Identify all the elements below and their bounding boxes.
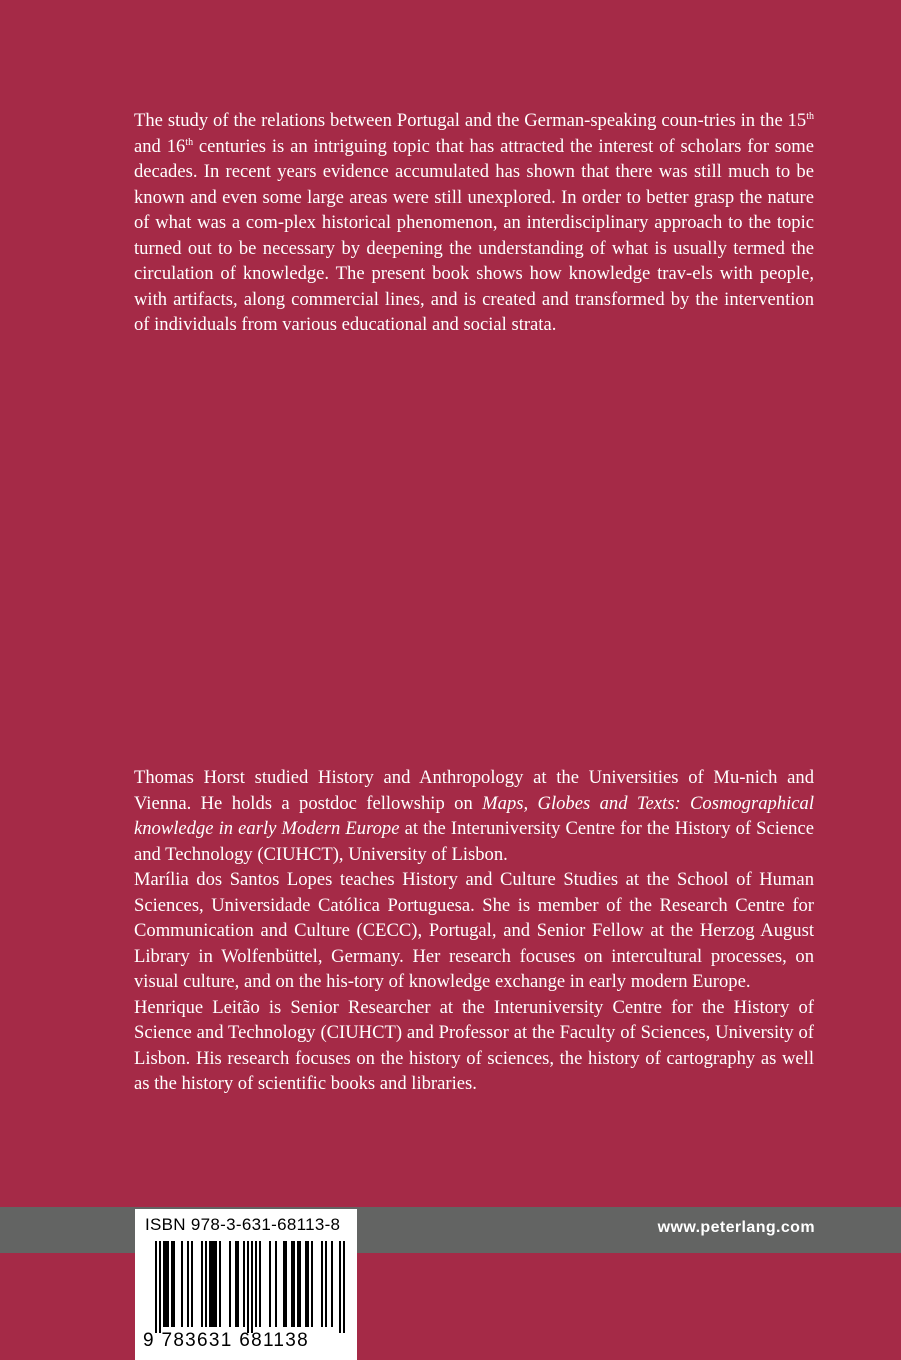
barcode-bar <box>305 1241 307 1327</box>
barcode-bar <box>321 1241 323 1327</box>
barcode-bar <box>201 1241 203 1327</box>
barcode-box <box>135 1209 357 1360</box>
bio-marilia-lopes: Marília dos Santos Lopes teaches History and Culture Studies at the School of Human Sciences, Universidade Católica Portuguesa. She is member of the Research Centre for Communication and Culture (CECC), Portugal, and Senior Fellow at the Herzog August Library in Wolfenbüttel, Germany. Her research focuses on intercultural processes, on visual culture, and on the his-tory of knowledge exchange in early modern Europe. <box>134 869 814 992</box>
barcode-bar <box>269 1241 271 1327</box>
blurb-text-1: The study of the relations between Portugal and the German-speaking coun-tries in the 15 <box>134 110 807 131</box>
bio-horst-text-b: at the Interuniversity Centre for the History of Science and Technology (CIUHCT), University of Lisbon. <box>134 818 814 865</box>
barcode-bar <box>275 1241 277 1327</box>
barcode-bar <box>243 1241 245 1327</box>
barcode-digits: 9 783631 681138 <box>143 1330 310 1351</box>
barcode-bar <box>307 1241 309 1327</box>
barcode-bar <box>205 1241 207 1327</box>
barcode-bar <box>235 1241 237 1327</box>
barcode-bar <box>155 1241 157 1333</box>
barcode-bar <box>237 1241 239 1327</box>
barcode-bar <box>293 1241 295 1327</box>
barcode-bar <box>297 1241 299 1327</box>
isbn-label: ISBN 978-3-631-68113-8 <box>145 1215 341 1234</box>
barcode-bar <box>251 1241 253 1333</box>
blurb-text-2: and 16 <box>134 135 186 157</box>
barcode-bar <box>165 1241 167 1327</box>
barcode-bar <box>211 1241 213 1327</box>
barcode-bar <box>343 1241 345 1333</box>
barcode-bar <box>187 1241 189 1327</box>
barcode-bar <box>325 1241 327 1327</box>
barcode-bar <box>213 1241 215 1327</box>
back-cover-blurb <box>134 108 814 338</box>
barcode-bar <box>311 1241 313 1327</box>
barcode-bar <box>247 1241 249 1333</box>
superscript-th-2: th <box>185 136 194 148</box>
barcode-bar <box>163 1241 165 1327</box>
author-bios <box>134 765 814 1097</box>
barcode-bar <box>331 1241 333 1327</box>
barcode-bar <box>259 1241 261 1327</box>
publisher-website[interactable]: www.peterlang.com <box>657 1219 815 1236</box>
barcode-bar <box>299 1241 301 1327</box>
barcode-bar <box>209 1241 211 1327</box>
barcode-bar <box>215 1241 217 1327</box>
bio-horst-fellowship-title: Maps, Globes and Texts: Cosmographical knowledge in early Modern Europe <box>134 792 814 839</box>
blurb-text-3: centuries is an intriguing topic that has attracted the interest of scholars for some decades. In recent years evidence accumulated has shown that there was still much to be known and even some large areas were still unexplored. In order to better grasp the nature of what was a com-plex historical phenomenon, an interdisciplinary approach to the topic turned out to be necessary by deepening the understanding of what is usually termed the circulation of knowledge. The present book shows how knowledge trav-els with people, with artifacts, along commercial lines, and is created and transformed by the intervention of individuals from various educational and social strata. <box>134 135 814 335</box>
barcode-bar <box>229 1241 231 1327</box>
barcode-bar <box>219 1241 221 1327</box>
barcode-bar <box>339 1241 341 1333</box>
barcode-bar <box>173 1241 175 1327</box>
isbn-barcode <box>155 1241 345 1333</box>
barcode-bar <box>291 1241 293 1327</box>
barcode-bar <box>167 1241 169 1327</box>
barcode-bar <box>191 1241 193 1327</box>
superscript-th-1: th <box>806 111 814 122</box>
barcode-bar <box>181 1241 183 1327</box>
barcode-bar <box>171 1241 173 1327</box>
bio-henrique-leitao: Henrique Leitão is Senior Researcher at the Interuniversity Centre for the History of Science and Technology (CIUHCT) and Professor at the Faculty of Sciences, University of Lisbon. His research focuses on the history of sciences, the history of cartography as well as the history of scientific books and libraries. <box>134 996 814 1094</box>
barcode-bar <box>285 1241 287 1327</box>
barcode-bar <box>283 1241 285 1327</box>
bio-horst-text-a: Thomas Horst studied History and Anthropology at the Universities of Mu-nich and Vienna. He holds a postdoc fellowship on <box>134 767 814 814</box>
bio-thomas-horst <box>134 765 814 867</box>
barcode-bar <box>159 1241 161 1333</box>
barcode-bar <box>255 1241 257 1327</box>
